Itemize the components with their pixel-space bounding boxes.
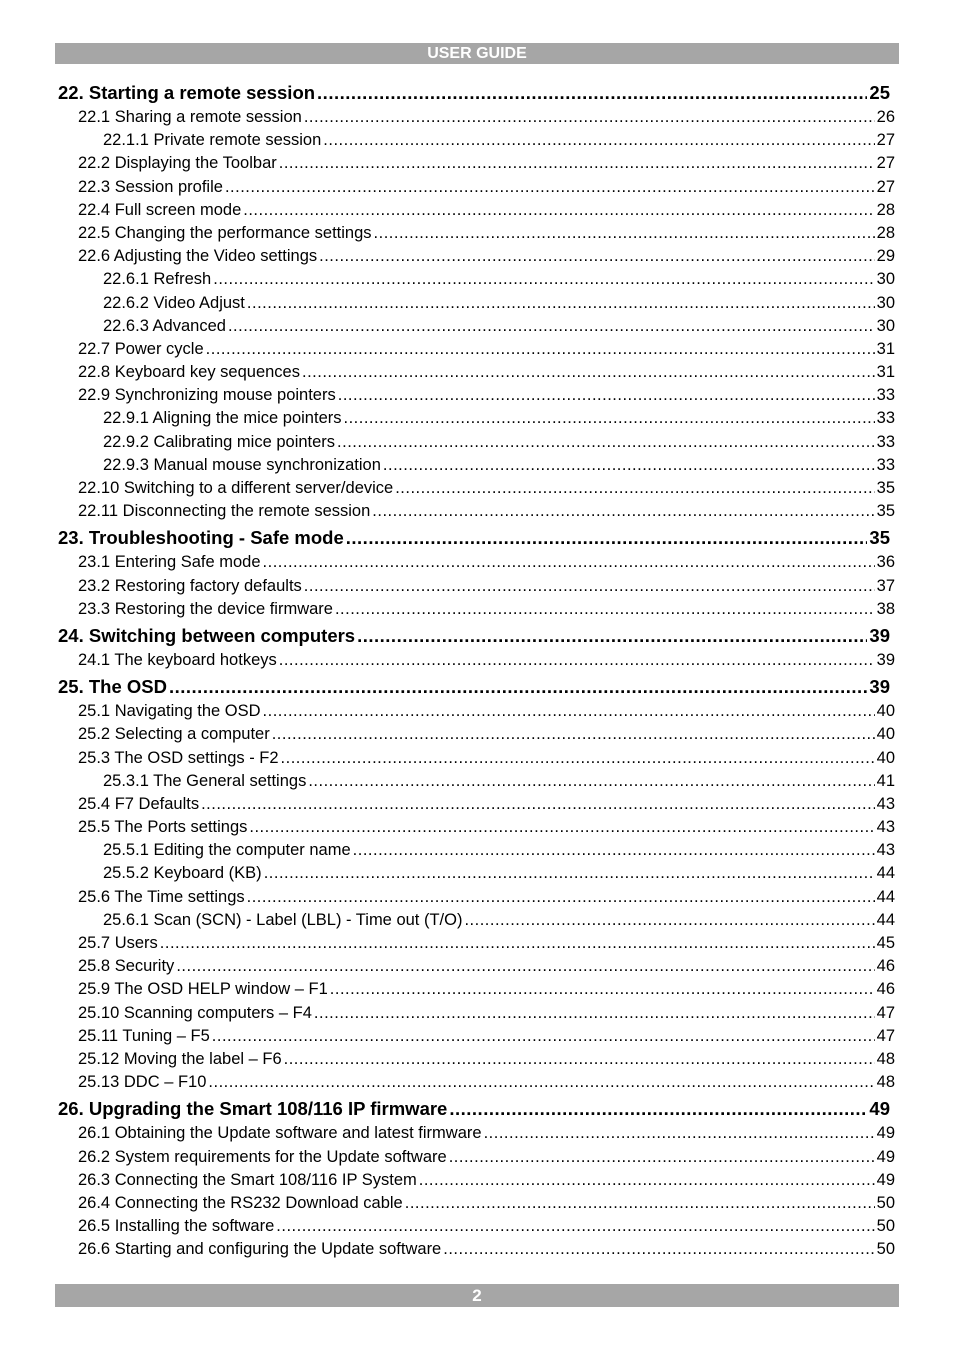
toc-section-entry[interactable] bbox=[58, 1238, 896, 1261]
toc-entry-label: 23.1 Entering Safe mode bbox=[78, 553, 261, 572]
dot-leader bbox=[308, 770, 874, 793]
toc-entry-page-number: 49 bbox=[876, 1147, 895, 1166]
toc-section-entry[interactable] bbox=[58, 747, 896, 770]
toc-entry-page-number: 44 bbox=[876, 910, 895, 929]
dot-leader bbox=[319, 245, 875, 268]
toc-entry-page-number: 39 bbox=[869, 624, 890, 646]
dot-leader bbox=[264, 862, 875, 885]
toc-entry-label: 25.8 Security bbox=[78, 957, 175, 976]
toc-entry-label: 22.1 Sharing a remote session bbox=[78, 108, 302, 126]
toc-section-entry[interactable] bbox=[58, 1122, 896, 1145]
toc-entry-label: 22.1.1 Private remote session bbox=[103, 131, 322, 150]
toc-entry-page-number: 27 bbox=[876, 131, 895, 150]
toc-section-entry[interactable] bbox=[58, 1048, 896, 1071]
toc-entry-label: 25.7 Users bbox=[78, 934, 158, 952]
dot-leader bbox=[484, 1122, 875, 1145]
toc-chapter-entry[interactable] bbox=[58, 80, 896, 106]
toc-entry-label: 22.6.1 Refresh bbox=[103, 270, 212, 289]
dot-leader bbox=[272, 723, 875, 746]
toc-chapter-entry[interactable] bbox=[58, 674, 896, 700]
page-number: 2 bbox=[472, 1286, 482, 1305]
toc-entry-label: 25.13 DDC – F10 bbox=[78, 1073, 207, 1092]
toc-entry-page-number: 39 bbox=[876, 650, 895, 669]
toc-entry-label: 22.9.1 Aligning the mice pointers bbox=[103, 409, 342, 428]
dot-leader bbox=[279, 649, 875, 672]
toc-entry-label: 26.4 Connecting the RS232 Download cable bbox=[78, 1193, 403, 1212]
toc-section-entry[interactable] bbox=[58, 407, 896, 430]
dot-leader bbox=[208, 1071, 874, 1094]
dot-leader bbox=[284, 1048, 875, 1071]
toc-section-entry[interactable] bbox=[58, 431, 896, 454]
toc-section-entry[interactable] bbox=[58, 770, 896, 793]
dot-leader bbox=[335, 598, 875, 621]
dot-leader bbox=[314, 1002, 875, 1025]
toc-entry-page-number: 33 bbox=[876, 455, 895, 474]
toc-entry-label: 23.3 Restoring the device firmware bbox=[78, 599, 333, 618]
toc-entry-label: 25.6 The Time settings bbox=[78, 887, 245, 906]
toc-entry-page-number: 45 bbox=[876, 934, 895, 952]
toc-section-entry[interactable] bbox=[58, 1002, 896, 1025]
dot-leader bbox=[449, 1096, 867, 1122]
dot-leader bbox=[372, 500, 874, 523]
dot-leader bbox=[302, 361, 875, 384]
toc-entry-label: 26.1 Obtaining the Update software and latest firmware bbox=[78, 1124, 482, 1143]
toc-entry-page-number: 50 bbox=[876, 1217, 895, 1236]
toc-entry-label: 22.5 Changing the performance settings bbox=[78, 223, 372, 242]
dot-leader bbox=[212, 1025, 875, 1048]
toc-entry-page-number: 35 bbox=[876, 502, 895, 521]
toc-section-entry[interactable] bbox=[58, 955, 896, 978]
toc-entry-label: 22.3 Session profile bbox=[78, 177, 223, 196]
toc-entry-label: 22.9.2 Calibrating mice pointers bbox=[103, 432, 336, 451]
dot-leader bbox=[279, 152, 875, 175]
toc-entry-page-number: 48 bbox=[876, 1073, 895, 1092]
dot-leader bbox=[225, 176, 875, 199]
header-title: USER GUIDE bbox=[427, 45, 527, 62]
toc-entry-label: 25.5.2 Keyboard (KB) bbox=[103, 864, 262, 883]
toc-entry-label: 25.5.1 Editing the computer name bbox=[103, 841, 351, 860]
dot-leader bbox=[281, 747, 875, 770]
toc-entry-label: 25.3 The OSD settings - F2 bbox=[78, 748, 279, 767]
toc-entry-page-number: 40 bbox=[876, 748, 895, 767]
toc-entry-label: 22.10 Switching to a different server/device bbox=[78, 479, 394, 497]
toc-entry-page-number: 33 bbox=[876, 386, 895, 405]
toc-entry-page-number: 50 bbox=[876, 1193, 895, 1212]
toc-entry-page-number: 28 bbox=[876, 223, 895, 242]
dot-leader bbox=[201, 793, 875, 816]
dot-leader bbox=[304, 106, 875, 129]
toc-entry-label: 25.12 Moving the label – F6 bbox=[78, 1049, 282, 1068]
toc-entry-page-number: 46 bbox=[876, 957, 895, 976]
page-footer bbox=[55, 1284, 899, 1307]
toc-section-entry[interactable] bbox=[58, 909, 896, 932]
dot-leader bbox=[353, 839, 875, 862]
toc-section-entry[interactable] bbox=[58, 816, 896, 839]
dot-leader bbox=[249, 816, 874, 839]
dot-leader bbox=[304, 575, 875, 598]
toc-entry-label: 25.3.1 The General settings bbox=[103, 771, 307, 790]
toc-entry-page-number: 49 bbox=[876, 1170, 895, 1189]
dot-leader bbox=[169, 674, 867, 700]
toc-section-entry[interactable] bbox=[58, 1146, 896, 1169]
dot-leader bbox=[338, 384, 875, 407]
toc-chapter-entry[interactable] bbox=[58, 1096, 896, 1122]
toc-section-entry[interactable] bbox=[58, 176, 896, 199]
dot-leader bbox=[330, 978, 875, 1001]
toc-entry-label: 24.1 The keyboard hotkeys bbox=[78, 650, 277, 669]
toc-entry-label: 22.9 Synchronizing mouse pointers bbox=[78, 386, 336, 405]
toc-section-entry[interactable] bbox=[58, 886, 896, 909]
toc-section-entry[interactable] bbox=[58, 268, 896, 291]
dot-leader bbox=[419, 1169, 875, 1192]
toc-section-entry[interactable] bbox=[58, 315, 896, 338]
toc-section-entry[interactable] bbox=[58, 245, 896, 268]
toc-section-entry[interactable] bbox=[58, 932, 896, 955]
toc-section-entry[interactable] bbox=[58, 1215, 896, 1238]
toc-entry-label: 22.4 Full screen mode bbox=[78, 200, 242, 219]
toc-entry-label: 22.11 Disconnecting the remote session bbox=[78, 502, 371, 521]
toc-entry-page-number: 28 bbox=[876, 200, 895, 219]
dot-leader bbox=[383, 454, 875, 477]
toc-entry-label: 26.3 Connecting the Smart 108/116 IP System bbox=[78, 1170, 417, 1189]
toc-entry-page-number: 47 bbox=[876, 1026, 895, 1045]
toc-entry-page-number: 39 bbox=[869, 676, 890, 698]
toc-section-entry[interactable] bbox=[58, 598, 896, 621]
dot-leader bbox=[263, 551, 875, 574]
toc-entry-page-number: 48 bbox=[876, 1049, 895, 1068]
toc-entry-label: 22.9.3 Manual mouse synchronization bbox=[103, 455, 381, 474]
toc-section-entry[interactable] bbox=[58, 106, 896, 129]
toc-entry-page-number: 33 bbox=[876, 409, 895, 428]
dot-leader bbox=[344, 407, 875, 430]
toc-entry-page-number: 31 bbox=[876, 339, 895, 358]
toc-entry-page-number: 41 bbox=[876, 771, 895, 790]
toc-entry-page-number: 43 bbox=[876, 841, 895, 860]
dot-leader bbox=[357, 623, 867, 649]
toc-section-entry[interactable] bbox=[58, 551, 896, 574]
toc-section-entry[interactable] bbox=[58, 152, 896, 175]
toc-entry-label: 22.7 Power cycle bbox=[78, 339, 204, 358]
toc-entry-page-number: 33 bbox=[876, 432, 895, 451]
dot-leader bbox=[337, 431, 875, 454]
toc-entry-page-number: 44 bbox=[876, 887, 895, 906]
dot-leader bbox=[449, 1146, 875, 1169]
toc-entry-page-number: 49 bbox=[876, 1124, 895, 1143]
toc-section-entry[interactable] bbox=[58, 978, 896, 1001]
toc-entry-page-number: 25 bbox=[869, 82, 890, 103]
toc-section-entry[interactable] bbox=[58, 292, 896, 315]
toc-entry-label: 25.10 Scanning computers – F4 bbox=[78, 1003, 312, 1022]
toc-entry-label: 25.9 The OSD HELP window – F1 bbox=[78, 980, 328, 999]
toc-entry-label: 23. Troubleshooting - Safe mode bbox=[58, 527, 344, 549]
toc-entry-label: 25.2 Selecting a computer bbox=[78, 725, 270, 744]
dot-leader bbox=[160, 932, 875, 955]
toc-entry-label: 23.2 Restoring factory defaults bbox=[78, 576, 302, 595]
dot-leader bbox=[346, 525, 868, 551]
toc-entry-page-number: 43 bbox=[876, 818, 895, 837]
table-of-contents bbox=[58, 78, 896, 1261]
dot-leader bbox=[374, 222, 875, 245]
toc-section-entry[interactable] bbox=[58, 222, 896, 245]
toc-entry-page-number: 35 bbox=[869, 527, 890, 549]
toc-entry-page-number: 31 bbox=[876, 363, 895, 382]
dot-leader bbox=[247, 886, 875, 909]
toc-chapter-entry[interactable] bbox=[58, 623, 896, 649]
toc-entry-label: 25.6.1 Scan (SCN) - Label (LBL) - Time out (T/O) bbox=[103, 910, 463, 929]
toc-section-entry[interactable] bbox=[58, 793, 896, 816]
toc-entry-page-number: 30 bbox=[876, 270, 895, 289]
dot-leader bbox=[176, 955, 874, 978]
dot-leader bbox=[405, 1192, 875, 1215]
dot-leader bbox=[317, 80, 867, 106]
toc-section-entry[interactable] bbox=[58, 649, 896, 672]
toc-section-entry[interactable] bbox=[58, 1071, 896, 1094]
toc-entry-label: 24. Switching between computers bbox=[58, 624, 356, 646]
toc-section-entry[interactable] bbox=[58, 723, 896, 746]
toc-section-entry[interactable] bbox=[58, 454, 896, 477]
toc-entry-page-number: 43 bbox=[876, 794, 895, 813]
toc-entry-page-number: 50 bbox=[876, 1240, 895, 1259]
dot-leader bbox=[243, 199, 874, 222]
toc-entry-page-number: 47 bbox=[876, 1003, 895, 1022]
dot-leader bbox=[443, 1238, 874, 1261]
dot-leader bbox=[276, 1215, 874, 1238]
dot-leader bbox=[464, 909, 874, 932]
dot-leader bbox=[323, 129, 874, 152]
toc-entry-label: 25.4 F7 Defaults bbox=[78, 794, 200, 813]
toc-entry-page-number: 27 bbox=[876, 177, 895, 196]
toc-entry-page-number: 49 bbox=[869, 1098, 890, 1120]
toc-section-entry[interactable] bbox=[58, 199, 896, 222]
toc-entry-label: 26. Upgrading the Smart 108/116 IP firmware bbox=[58, 1098, 448, 1120]
toc-entry-page-number: 40 bbox=[876, 702, 895, 721]
toc-entry-label: 22.6.3 Advanced bbox=[103, 316, 226, 335]
toc-entry-page-number: 30 bbox=[876, 316, 895, 335]
toc-section-entry[interactable] bbox=[58, 862, 896, 885]
toc-entry-label: 26.2 System requirements for the Update software bbox=[78, 1147, 447, 1166]
toc-entry-label: 25.1 Navigating the OSD bbox=[78, 702, 261, 721]
dot-leader bbox=[206, 338, 875, 361]
toc-entry-label: 22.6 Adjusting the Video settings bbox=[78, 247, 318, 266]
toc-section-entry[interactable] bbox=[58, 338, 896, 361]
toc-chapter-entry[interactable] bbox=[58, 525, 896, 551]
toc-entry-label: 22.2 Displaying the Toolbar bbox=[78, 154, 277, 173]
toc-entry-page-number: 46 bbox=[876, 980, 895, 999]
toc-entry-label: 25.5 The Ports settings bbox=[78, 818, 248, 837]
toc-entry-page-number: 44 bbox=[876, 864, 895, 883]
toc-entry-page-number: 40 bbox=[876, 725, 895, 744]
toc-entry-page-number: 30 bbox=[876, 293, 895, 312]
toc-entry-label: 22. Starting a remote session bbox=[58, 82, 316, 103]
toc-section-entry[interactable] bbox=[58, 575, 896, 598]
toc-entry-page-number: 36 bbox=[876, 553, 895, 572]
dot-leader bbox=[395, 477, 874, 500]
toc-entry-label: 25. The OSD bbox=[58, 676, 167, 698]
dot-leader bbox=[263, 700, 875, 723]
dot-leader bbox=[247, 292, 875, 315]
dot-leader bbox=[228, 315, 875, 338]
toc-section-entry[interactable] bbox=[58, 361, 896, 384]
toc-entry-page-number: 26 bbox=[876, 108, 895, 126]
toc-entry-page-number: 37 bbox=[876, 576, 895, 595]
toc-section-entry[interactable] bbox=[58, 129, 896, 152]
toc-section-entry[interactable] bbox=[58, 500, 896, 523]
toc-entry-page-number: 29 bbox=[876, 247, 895, 266]
dot-leader bbox=[213, 268, 874, 291]
toc-entry-page-number: 27 bbox=[876, 154, 895, 173]
toc-section-entry[interactable] bbox=[58, 1169, 896, 1192]
toc-entry-label: 22.6.2 Video Adjust bbox=[103, 293, 245, 312]
toc-entry-label: 26.6 Starting and configuring the Update software bbox=[78, 1240, 442, 1259]
page-header bbox=[55, 43, 899, 64]
toc-section-entry[interactable] bbox=[58, 477, 896, 500]
toc-entry-label: 25.11 Tuning – F5 bbox=[78, 1026, 210, 1045]
toc-section-entry[interactable] bbox=[58, 1192, 896, 1215]
toc-entry-page-number: 38 bbox=[876, 599, 895, 618]
toc-entry-label: 26.5 Installing the software bbox=[78, 1217, 275, 1236]
toc-section-entry[interactable] bbox=[58, 839, 896, 862]
toc-entry-page-number: 35 bbox=[876, 479, 895, 497]
toc-section-entry[interactable] bbox=[58, 384, 896, 407]
toc-section-entry[interactable] bbox=[58, 1025, 896, 1048]
toc-entry-label: 22.8 Keyboard key sequences bbox=[78, 363, 300, 382]
toc-section-entry[interactable] bbox=[58, 700, 896, 723]
